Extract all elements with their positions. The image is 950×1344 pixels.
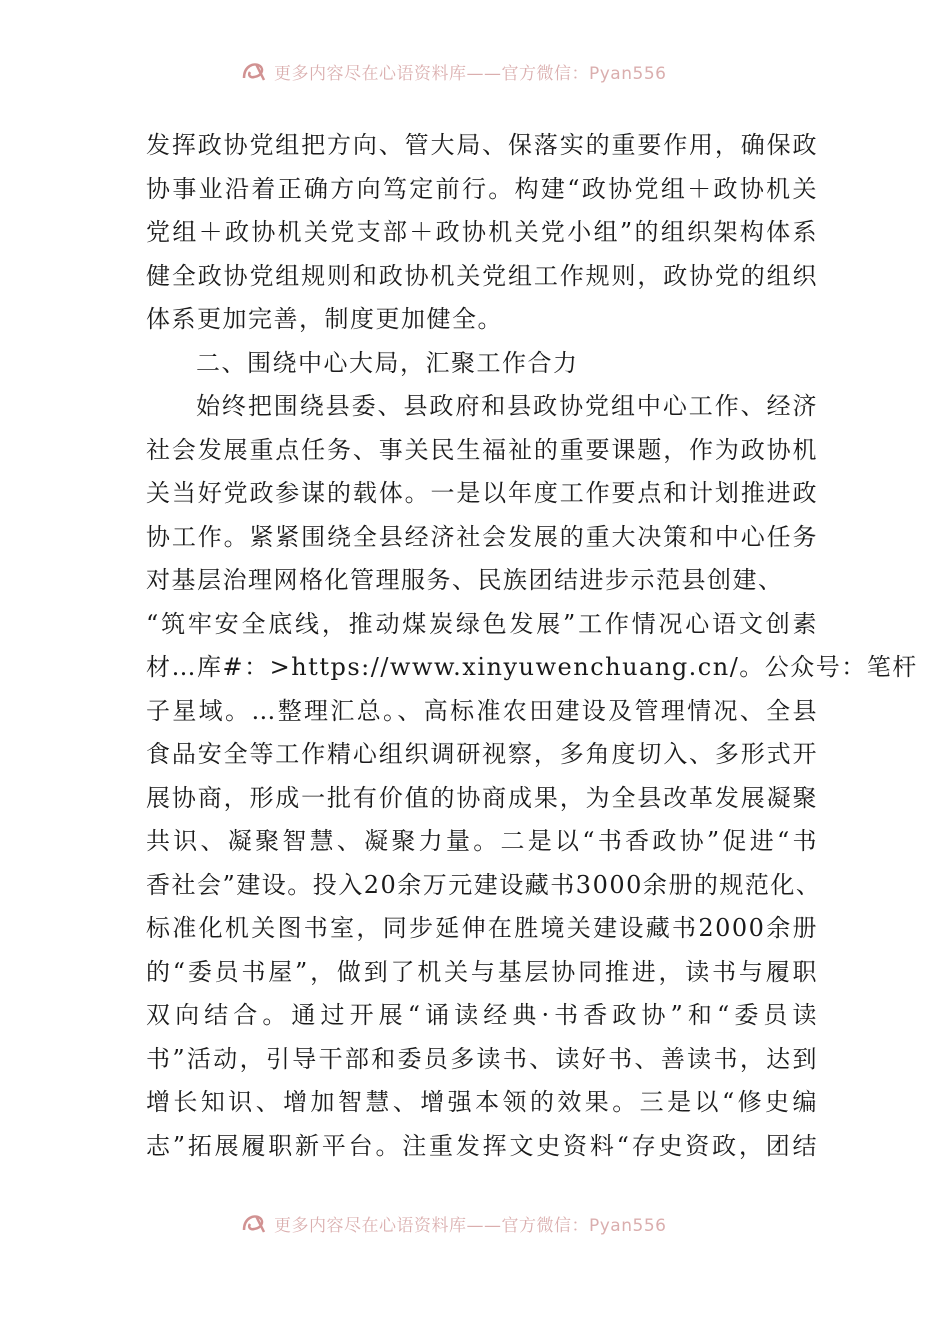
text-line: 增长知识、增加智慧、增强本领的效果。三是以“修史编 <box>146 1088 818 1116</box>
text-line: 的“委员书屋”，做到了机关与基层协同推进，读书与履职 <box>146 957 818 986</box>
text-line: 香社会”建设。投入20余万元建设藏书3000余册的规范化、 <box>146 870 822 899</box>
text-line: 社会发展重点任务、事关民生福祉的重要课题，作为政协机 <box>146 435 818 464</box>
text-line: 始终把围绕县委、县政府和县政协党组中心工作、经济 <box>196 392 818 420</box>
watermark-text: 更多内容尽在心语资料库——官方微信：Pyan556 <box>274 63 667 84</box>
watermark-header <box>240 56 666 86</box>
text-line: 材…库#：>https://www.xinyuwenchuang.cn/。公众号：笔杆 <box>146 653 918 681</box>
text-line: 书”活动，引导干部和委员多读书、读好书、善读书，达到 <box>146 1044 818 1073</box>
text-line: 体系更加完善，制度更加健全。 <box>146 305 503 333</box>
text-line: 双向结合。通过开展“诵读经典·书香政协”和“委员读 <box>146 1001 818 1029</box>
text-line: 标准化机关图书室，同步延伸在胜境关建设藏书2000余册 <box>146 914 818 942</box>
section-heading: 二、围绕中心大局，汇聚工作合力 <box>196 348 579 377</box>
text-line: 协工作。紧紧围绕全县经济社会发展的重大决策和中心任务 <box>146 522 818 551</box>
text-line: 健全政协党组规则和政协机关党组工作规则，政协党的组织 <box>146 261 818 290</box>
text-line: 关当好党政参谋的载体。一是以年度工作要点和计划推进政 <box>146 479 818 507</box>
text-line: 对基层治理网格化管理服务、民族团结进步示范县创建、 <box>146 566 784 594</box>
text-line: 共识、凝聚智慧、凝聚力量。二是以“书香政协”促进“书 <box>146 827 818 855</box>
watermark-text: 更多内容尽在心语资料库——官方微信：Pyan556 <box>274 1215 667 1236</box>
text-line: 志”拓展履职新平台。注重发挥文史资料“存史资政，团结 <box>146 1131 818 1160</box>
text-line: 子星域。…整理汇总。、高标准农田建设及管理情况、全县 <box>146 696 818 725</box>
text-line: 党组＋政协机关党支部＋政协机关党小组”的组织架构体系 <box>146 218 818 246</box>
text-line: 食品安全等工作精心组织调研视察，多角度切入、多形式开 <box>146 740 818 768</box>
text-line: 发挥政协党组把方向、管大局、保落实的重要作用，确保政 <box>146 131 818 159</box>
watermark-logo-icon <box>240 58 268 84</box>
document-body <box>146 124 918 1168</box>
text-line: “筑牢安全底线，推动煤炭绿色发展”工作情况心语文创素 <box>146 609 818 638</box>
text-line: 展协商，形成一批有价值的协商成果，为全县改革发展凝聚 <box>146 783 818 812</box>
watermark-footer <box>240 1208 666 1238</box>
watermark-logo-icon <box>240 1210 268 1236</box>
text-line: 协事业沿着正确方向笃定前行。构建“政协党组＋政协机关 <box>146 174 818 203</box>
